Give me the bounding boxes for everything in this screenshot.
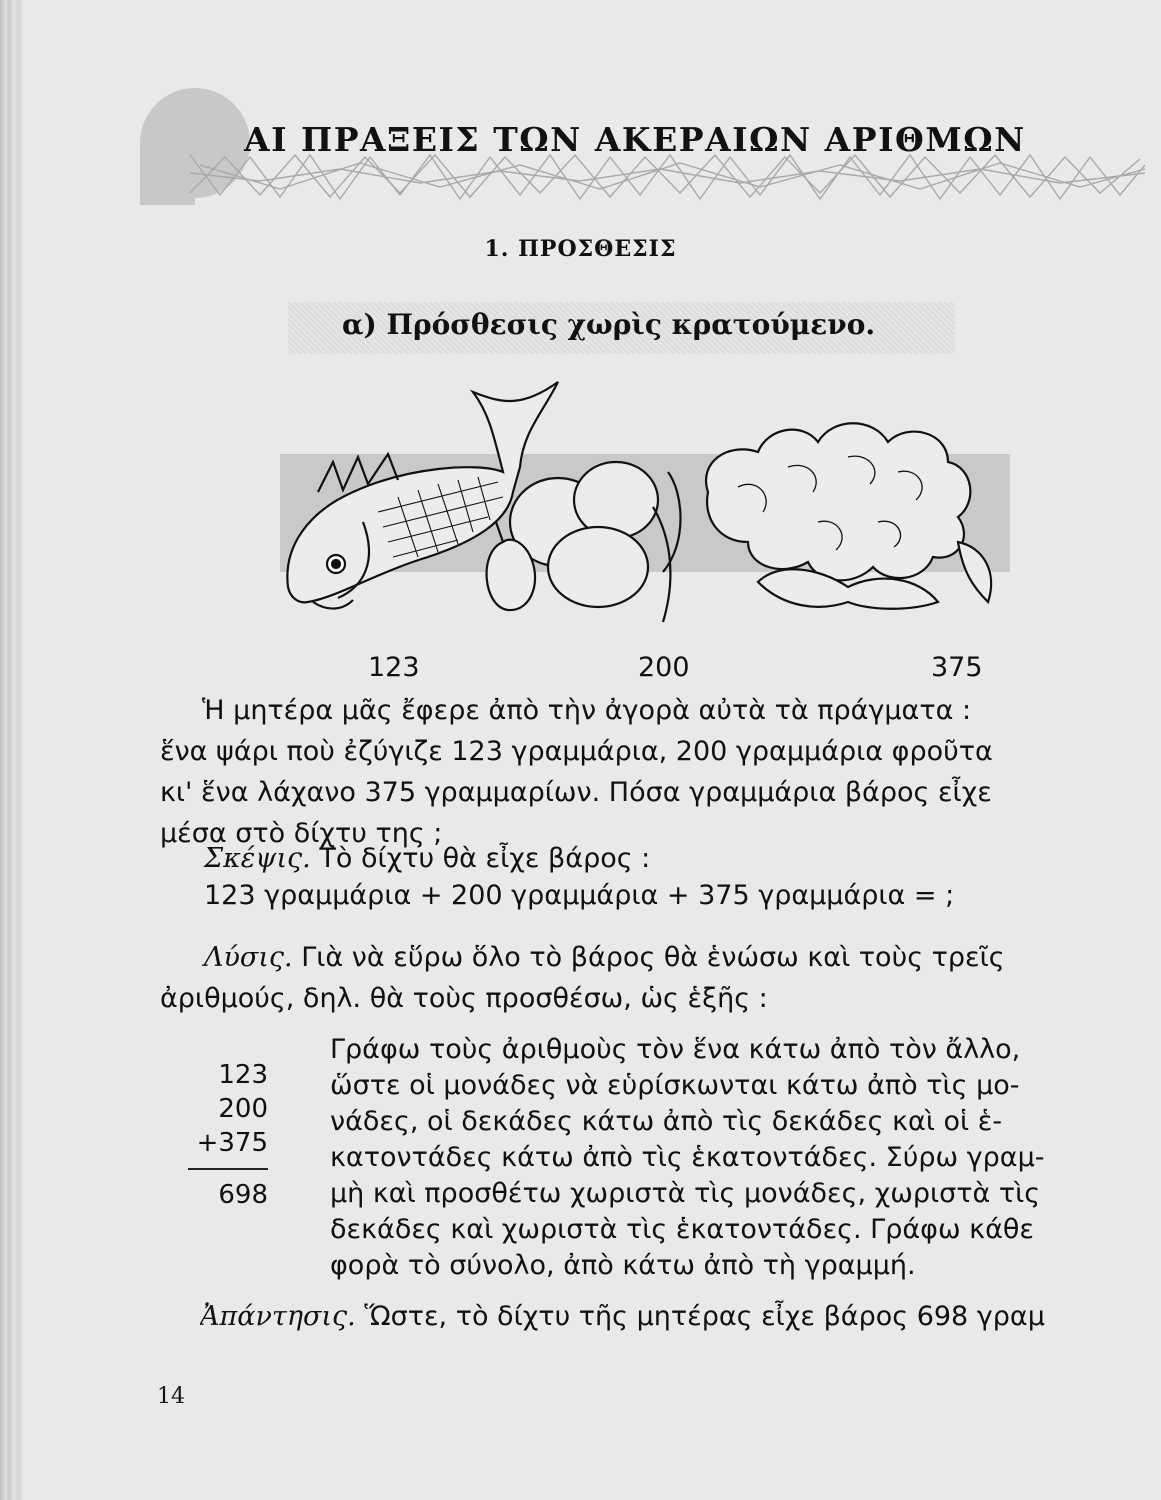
problem-line: μέσα στὸ δίχτυ της ; <box>160 818 443 849</box>
sum-result: 698 <box>218 1180 268 1210</box>
explanation-text <box>330 1032 1128 1284</box>
page-edge <box>0 0 24 1500</box>
subsection-title: α) Πρόσθεσις χωρὶς κρατούμενο. <box>342 308 876 341</box>
explanation-line: φορὰ τὸ σύνολο, ἀπὸ κάτω ἀπὸ τὴ γραμμή. <box>330 1250 916 1281</box>
problem-line: Ἡ μητέρα μᾶς ἔφερε ἀπὸ τὴν ἀγορὰ αὐτὰ τὰ πράγματα : <box>202 695 972 726</box>
answer-paragraph <box>200 1296 1135 1337</box>
fruit-weight-label: 200 <box>638 652 690 683</box>
thinking-text: Τὸ δίχτυ θὰ εἶχε βάρος : <box>319 843 651 874</box>
addend-c: +375 <box>196 1128 268 1158</box>
explanation-line: ὥστε οἱ μονάδες νὰ εὑρίσκωνται κάτω ἀπὸ τὶς μο- <box>330 1070 1020 1101</box>
thinking-equation: 123 γραμμάρια + 200 γραμμάρια + 375 γραμμάρια = ; <box>204 880 955 911</box>
solution-line: ἀριθμούς, δηλ. θὰ τοὺς προσθέσω, ὡς ἑξῆς : <box>160 983 768 1014</box>
thinking-paragraph <box>204 838 1104 879</box>
page-title: ΑΙ ΠΡΑΞΕΙΣ ΤΩΝ ΑΚΕΡΑΙΩΝ ΑΡΙΘΜΩΝ <box>244 120 1026 159</box>
thinking-label: Σκέψις. <box>204 843 311 874</box>
addend-a: 123 <box>218 1060 268 1090</box>
groceries-illustration <box>258 372 1018 642</box>
explanation-line: κατοντάδες κάτω ἀπὸ τὶς ἑκατοντάδες. Σύρω γραμ- <box>330 1142 1045 1173</box>
answer-text: Ὥστε, τὸ δίχτυ τῆς μητέρας εἶχε βάρος 698 γραμ <box>364 1301 1045 1332</box>
explanation-line: δεκάδες καὶ χωριστὰ τὶς ἑκατοντάδες. Γράφω κάθε <box>330 1214 1034 1245</box>
section-title: 1. ΠΡΟΣΘΕΣΙΣ <box>484 236 677 262</box>
answer-label: Ἀπάντησις. <box>200 1301 356 1332</box>
explanation-line: Γράφω τοὺς ἀριθμοὺς τὸν ἕνα κάτω ἀπὸ τὸν ἄλλο, <box>330 1034 1021 1065</box>
problem-line: ἕνα ψάρι ποὺ ἐζύγιζε 123 γραμμάρια, 200 γραμμάρια φροῦτα <box>160 736 993 767</box>
solution-paragraph <box>160 937 1130 1019</box>
cabbage-weight-label: 375 <box>931 652 983 683</box>
explanation-line: νάδες, οἱ δεκάδες κάτω ἀπὸ τὶς δεκάδες καὶ οἱ ἑ- <box>330 1106 1003 1137</box>
fish-weight-label: 123 <box>368 652 420 683</box>
cabbage-icon <box>706 423 991 609</box>
page-number: 14 <box>157 1384 185 1409</box>
explanation-line: μὴ καὶ προσθέτω χωριστὰ τὶς μονάδες, χωριστὰ τὶς <box>330 1178 1041 1209</box>
vertical-addition <box>130 1058 268 1212</box>
solution-line: Γιὰ νὰ εὕρω ὅλο τὸ βάρος θὰ ἑνώσω καὶ τοὺς τρεῖς <box>301 942 1005 973</box>
problem-text <box>160 690 1135 854</box>
addend-b: 200 <box>218 1094 268 1124</box>
sum-line <box>188 1168 268 1170</box>
problem-line: κι' ἕνα λάχανο 375 γραμμαρίων. Πόσα γραμμάρια βάρος εἶχε <box>160 777 992 808</box>
solution-label: Λύσις. <box>204 942 293 973</box>
